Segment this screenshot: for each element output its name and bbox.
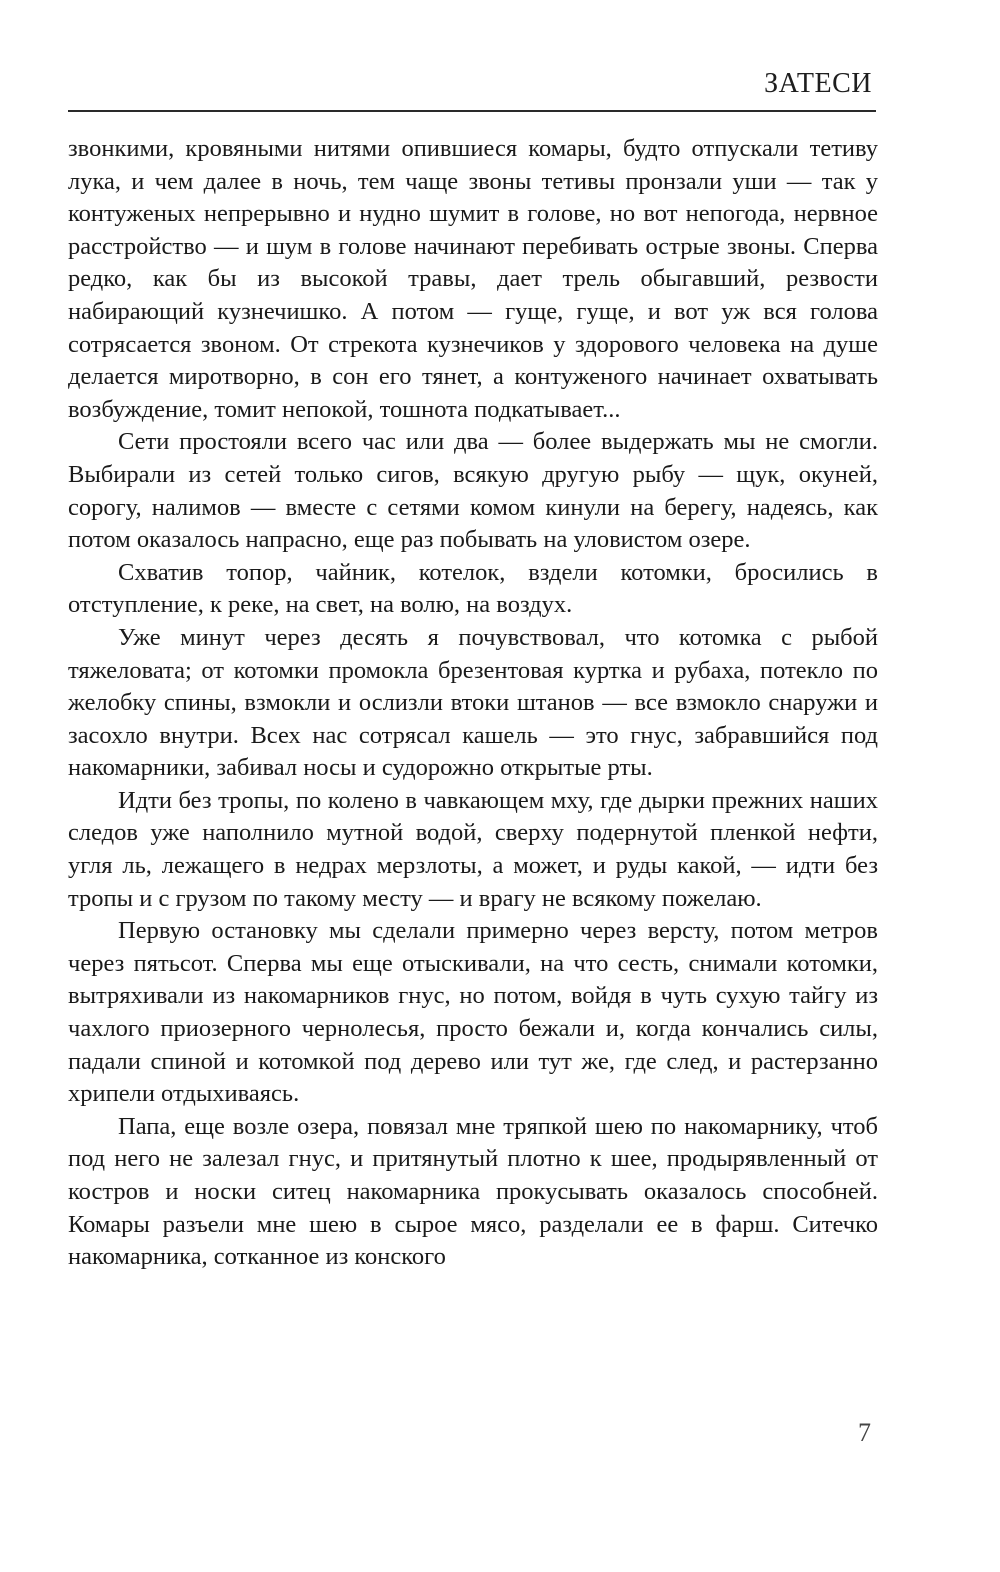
paragraph: Сети простояли всего час или два — более выдержать мы не смогли. Выбирали из сетей только сигов, всякую другую рыбу — щук, окуней, сорогу, налимов — вместе с сетями комом кинули на берегу, надеясь, как потом оказалось напрасно, еще раз побывать на уловистом озере. xyxy=(68,428,878,554)
page-number: 7 xyxy=(858,1418,871,1447)
running-title: ЗАТЕСИ xyxy=(764,68,872,99)
paragraph: Схватив топор, чайник, котелок, вздели котомки, бросились в отступление, к реке, на свет, на волю, на воздух. xyxy=(68,558,878,619)
paragraph-continued: звонкими, кровяными нитями опившиеся комары, будто отпускали тетиву лука, и чем далее в ночь, тем чаще звоны тетивы пронзали уши — так у контуженых непрерывно и нудно шумит в голове, но вот непогода, нервное расстройство — и шум в голове начинают перебивать острые звоны. Сперва редко, как бы из высокой травы, дает трель обыгавший, резвости набирающий кузнечишко. А потом — гуще, гуще, и вот уж вся голова сотрясается звоном. От стрекота кузнечиков у здорового человека на душе делается миротворно, в сон его тянет, а контуженого начинает охватывать возбуждение, томит непокой, тошнота подкатывает... xyxy=(68,135,878,423)
paragraph: Папа, еще возле озера, повязал мне тряпкой шею по накомарнику, чтоб под него не залезал гнус, и притянутый плотно к шее, продырявленный от костров и носки ситец накомарника прокусывать оказалось способней. Комары разъели мне шею в сырое мясо, разделали ее в фарш. Ситечко накомарника, сотканное из конского xyxy=(68,1112,878,1271)
paragraph: Первую остановку мы сделали примерно через версту, потом метров через пятьсот. Сперва мы еще отыскивали, на что сесть, снимали котомки, вытряхивали из накомарников гнус, но потом, войдя в чуть сухую тайгу из чахлого приозерного чернолесья, просто бежали и, когда кончались силы, падали спиной и котомкой под дерево или тут же, где след, и растерзанно хрипели отдыхиваясь. xyxy=(68,917,878,1108)
running-header xyxy=(68,68,876,112)
paragraph: Идти без тропы, по колено в чавкающем мху, где дырки прежних наших следов уже наполнило мутной водой, сверху подернутой пленкой нефти, угля ль, лежащего в недрах мерзлоты, а может, и руды какой, — идти без тропы и с грузом по такому месту — и врагу не всякому пожелаю. xyxy=(68,786,878,912)
body-text xyxy=(68,133,878,1274)
paragraph: Уже минут через десять я почувствовал, что котомка с рыбой тяжеловата; от котомки промокла брезентовая куртка и рубаха, потекло по желобку спины, взмокли и ослизли втоки штанов — все взмокло снаружи и засохло внутри. Всех нас сотрясал кашель — это гнус, забравшийся под накомарники, забивал носы и судорожно открытые рты. xyxy=(68,623,878,782)
